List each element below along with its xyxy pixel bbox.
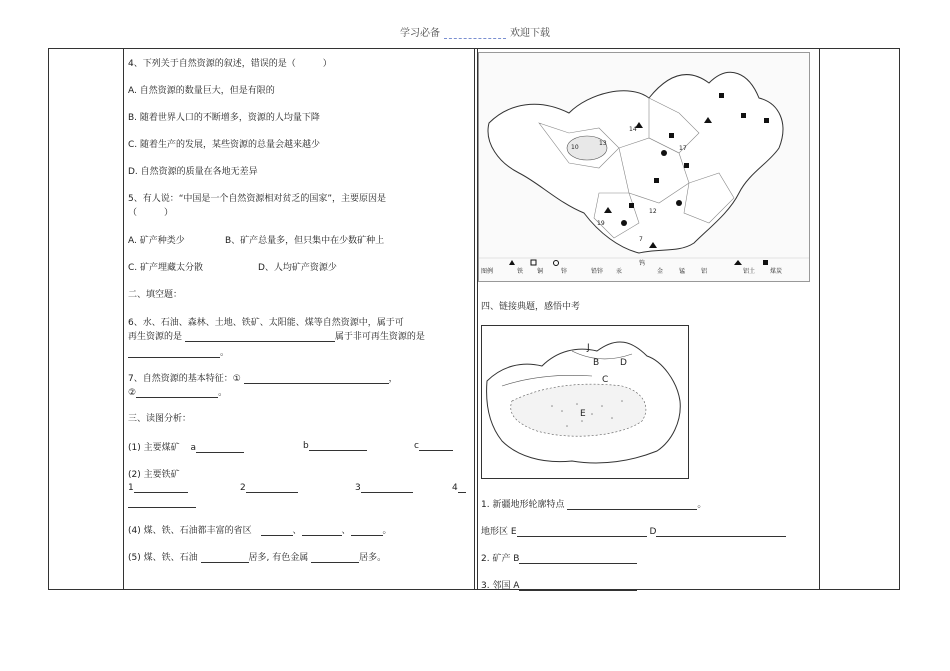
map-q1-c <box>414 440 453 451</box>
map-label: D <box>620 358 627 368</box>
question-7 <box>128 371 398 384</box>
answer-blank[interactable] <box>196 442 244 453</box>
question-6: 6、水、石油、森林、土地、铁矿、太阳能、煤等自然资源中，属于可 <box>128 318 404 328</box>
option: D. 自然资源的质量在各地无差异 <box>128 167 258 177</box>
question-6-line2 <box>128 329 425 342</box>
text: 再生资源的是 <box>128 332 183 342</box>
section-title: 四、链接典题，感悟中考 <box>481 302 581 312</box>
map-q4 <box>128 523 392 536</box>
header-divider <box>444 28 506 39</box>
answer-blank[interactable] <box>519 580 637 591</box>
svg-text:14: 14 <box>629 126 637 133</box>
text: 、 <box>292 526 302 536</box>
option: D、人均矿产资源少 <box>258 263 337 273</box>
svg-text:17: 17 <box>679 145 687 152</box>
xinjiang-q-terrain <box>481 524 786 537</box>
legend-label: 煤炭 <box>770 268 783 275</box>
option: B、矿产总量多，但只集中在少数矿种上 <box>225 236 385 246</box>
map-q2-2 <box>240 482 298 493</box>
coal-icon <box>741 113 746 118</box>
answer-blank[interactable] <box>309 440 367 451</box>
map-q2-line2 <box>128 497 196 508</box>
text: 地形区 E <box>481 527 517 537</box>
legend-label: 金 <box>657 268 664 275</box>
map-legend <box>481 259 782 275</box>
answer-blank[interactable] <box>311 552 359 563</box>
map-label: J <box>587 343 590 353</box>
column-divider <box>123 49 124 589</box>
map-label: E <box>580 409 586 419</box>
section-title: 三、读图分析： <box>128 414 192 424</box>
svg-text:12: 12 <box>649 208 657 215</box>
coal-icon <box>684 163 689 168</box>
answer-blank[interactable] <box>361 482 413 493</box>
text: 1 <box>128 483 134 493</box>
legend-label: 铅锌 <box>591 268 604 275</box>
text: D <box>649 527 657 537</box>
question-5: 5、有人说：“中国是一个自然资源相对贫乏的国家”，主要原因是 <box>128 194 387 204</box>
legend-label: 铝 <box>701 268 708 275</box>
text: 2 <box>240 483 246 493</box>
answer-blank[interactable] <box>656 526 786 537</box>
answer-blank[interactable] <box>458 482 466 493</box>
text: c <box>414 441 419 451</box>
text: 1. 新疆地形轮廓特点 <box>481 500 565 510</box>
option: C. 矿产埋藏太分散 <box>128 263 204 273</box>
option: C. 随着生产的发展，某些资源的总量会越来越少 <box>128 140 321 150</box>
china-mineral-map <box>478 52 810 282</box>
text: 居多, 有色金属 <box>248 553 309 563</box>
map-q2: (2) 主要铁矿 <box>128 470 180 480</box>
map-label: C <box>602 375 609 385</box>
text: 属于非可再生资源的是 <box>334 332 425 342</box>
legend-label: 锌 <box>561 268 568 275</box>
text: 4 <box>452 483 458 493</box>
text: (4) 煤、铁、石油都丰富的省区 <box>128 526 252 536</box>
answer-blank[interactable] <box>128 497 196 508</box>
answer-blank[interactable] <box>244 373 389 384</box>
option: A. 矿产种类少 <box>128 236 185 246</box>
text: 3 <box>355 483 361 493</box>
page-header <box>0 24 950 39</box>
answer-blank[interactable] <box>302 525 342 536</box>
coal-icon <box>629 203 634 208</box>
header-left: 学习必备 <box>400 28 440 39</box>
option: A. 自然资源的数量巨大，但是有限的 <box>128 86 275 96</box>
text: ， <box>388 374 398 384</box>
map-label: B <box>593 358 600 368</box>
column-divider <box>819 49 820 589</box>
legend-label: 铁 <box>517 268 524 275</box>
text: ② <box>128 388 137 398</box>
coal-icon <box>669 133 674 138</box>
answer-blank[interactable] <box>128 347 220 358</box>
text: 。 <box>382 526 392 536</box>
xinjiang-q1 <box>481 497 706 510</box>
text: 。 <box>220 348 230 358</box>
legend-label: 图例 <box>481 268 494 275</box>
text: (5) 煤、铁、石油 <box>128 553 198 563</box>
coal-icon <box>764 118 769 123</box>
answer-blank[interactable] <box>246 482 298 493</box>
answer-blank[interactable] <box>419 440 453 451</box>
answer-blank[interactable] <box>185 331 335 342</box>
svg-text:19: 19 <box>597 220 605 227</box>
section-title: 二、填空题： <box>128 290 183 300</box>
legend-label: 铝土 <box>743 268 756 275</box>
answer-blank[interactable] <box>134 482 188 493</box>
map-q5 <box>128 550 386 563</box>
text: 、 <box>341 526 351 536</box>
text: 7、自然资源的基本特征：① <box>128 374 241 384</box>
coal-icon <box>654 178 659 183</box>
map-q2-3 <box>355 482 413 493</box>
xinjiang-q2 <box>481 551 637 564</box>
text: a <box>190 443 197 453</box>
text: (1) 主要煤矿 <box>128 443 180 453</box>
header-right: 欢迎下载 <box>510 28 550 39</box>
oil-icon <box>661 150 667 156</box>
map-q2-4 <box>452 482 466 493</box>
svg-text:13: 13 <box>599 140 607 147</box>
answer-blank[interactable] <box>201 552 249 563</box>
map-q2-blanks <box>128 482 188 493</box>
text: b <box>303 441 309 451</box>
answer-blank[interactable] <box>517 526 647 537</box>
answer-blank[interactable] <box>351 525 383 536</box>
svg-text:7: 7 <box>639 236 643 243</box>
column-divider <box>474 49 475 589</box>
text: 3. 邻国 A <box>481 581 520 591</box>
china-map-svg <box>479 53 809 281</box>
answer-paren: （ ） <box>128 208 174 218</box>
coal-icon <box>719 93 724 98</box>
oil-icon <box>676 200 682 206</box>
answer-blank[interactable] <box>567 499 697 510</box>
xinjiang-q3 <box>481 578 637 591</box>
xinjiang-map-svg <box>482 326 688 478</box>
question-4: 4、下列关于自然资源的叙述，错误的是（ ） <box>128 59 332 69</box>
oil-icon <box>621 220 627 226</box>
text: 。 <box>697 500 707 510</box>
answer-blank[interactable] <box>136 387 218 398</box>
legend-label: 汞 <box>616 268 623 275</box>
map-q1 <box>128 440 244 453</box>
legend-label: 钨 <box>639 260 646 267</box>
question-7-line2 <box>128 385 227 398</box>
xinjiang-map <box>481 325 689 479</box>
answer-blank[interactable] <box>519 553 637 564</box>
legend-label: 锰 <box>679 268 686 275</box>
text: 居多。 <box>359 553 387 563</box>
option: B. 随着世界人口的不断增多，资源的人均量下降 <box>128 113 320 123</box>
answer-line <box>128 345 229 358</box>
text: 。 <box>218 388 228 398</box>
legend-label: 铜 <box>537 268 544 275</box>
map-q1-b <box>303 440 367 451</box>
svg-text:10: 10 <box>571 144 579 151</box>
answer-blank[interactable] <box>261 525 293 536</box>
text: 2. 矿产 B <box>481 554 520 564</box>
